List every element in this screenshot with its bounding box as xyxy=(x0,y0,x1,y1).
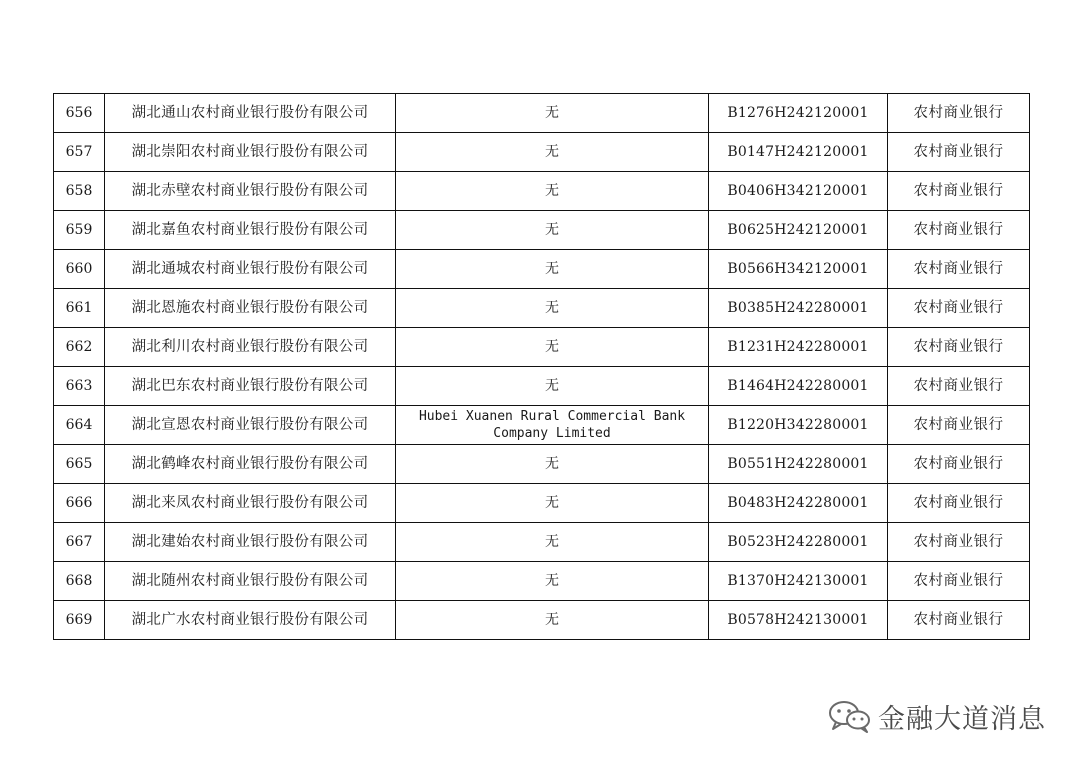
table-row xyxy=(54,484,1030,523)
row-number-cell: 663 xyxy=(54,367,105,406)
table-body xyxy=(54,94,1030,640)
table-row xyxy=(54,250,1030,289)
institution-type-cell: 农村商业银行 xyxy=(888,367,1030,406)
row-number-cell: 662 xyxy=(54,328,105,367)
wechat-icon xyxy=(828,699,872,733)
institution-type-cell: 农村商业银行 xyxy=(888,406,1030,445)
license-code-cell: B1464H242280001 xyxy=(709,367,888,406)
institution-type-cell: 农村商业银行 xyxy=(888,289,1030,328)
english-name-cell: Hubei Xuanen Rural Commercial Bank Company Limited xyxy=(396,406,709,445)
row-number-cell: 664 xyxy=(54,406,105,445)
watermark-text: 金融大道消息 xyxy=(878,703,1046,735)
license-code-cell: B1231H242280001 xyxy=(709,328,888,367)
license-code-cell: B1276H242120001 xyxy=(709,94,888,133)
license-code-cell: B1370H242130001 xyxy=(709,562,888,601)
english-name-cell: 无 xyxy=(396,94,709,133)
row-number-cell: 660 xyxy=(54,250,105,289)
english-name-cell: 无 xyxy=(396,367,709,406)
bank-name-cell: 湖北恩施农村商业银行股份有限公司 xyxy=(105,289,396,328)
bank-name-cell: 湖北通城农村商业银行股份有限公司 xyxy=(105,250,396,289)
row-number-cell: 658 xyxy=(54,172,105,211)
english-name-cell: 无 xyxy=(396,289,709,328)
bank-name-cell: 湖北来凤农村商业银行股份有限公司 xyxy=(105,484,396,523)
english-name-cell: 无 xyxy=(396,601,709,640)
bank-name-cell: 湖北宣恩农村商业银行股份有限公司 xyxy=(105,406,396,445)
license-code-cell: B0578H242130001 xyxy=(709,601,888,640)
row-number-cell: 661 xyxy=(54,289,105,328)
table-row xyxy=(54,94,1030,133)
english-name-cell: 无 xyxy=(396,328,709,367)
watermark xyxy=(828,696,1046,736)
table-row xyxy=(54,172,1030,211)
institution-type-cell: 农村商业银行 xyxy=(888,445,1030,484)
row-number-cell: 667 xyxy=(54,523,105,562)
bank-name-cell: 湖北嘉鱼农村商业银行股份有限公司 xyxy=(105,211,396,250)
institution-type-cell: 农村商业银行 xyxy=(888,250,1030,289)
license-code-cell: B0625H242120001 xyxy=(709,211,888,250)
english-name-cell: 无 xyxy=(396,211,709,250)
row-number-cell: 657 xyxy=(54,133,105,172)
bank-list-table-container xyxy=(53,93,1026,640)
english-name-cell: 无 xyxy=(396,250,709,289)
english-name-cell: 无 xyxy=(396,523,709,562)
institution-type-cell: 农村商业银行 xyxy=(888,328,1030,367)
table-row xyxy=(54,406,1030,445)
bank-name-cell: 湖北随州农村商业银行股份有限公司 xyxy=(105,562,396,601)
institution-type-cell: 农村商业银行 xyxy=(888,133,1030,172)
institution-type-cell: 农村商业银行 xyxy=(888,484,1030,523)
table-row xyxy=(54,445,1030,484)
institution-type-cell: 农村商业银行 xyxy=(888,601,1030,640)
table-row xyxy=(54,562,1030,601)
license-code-cell: B0566H342120001 xyxy=(709,250,888,289)
table-row xyxy=(54,328,1030,367)
english-name-cell: 无 xyxy=(396,133,709,172)
table-row xyxy=(54,133,1030,172)
institution-type-cell: 农村商业银行 xyxy=(888,562,1030,601)
english-name-cell: 无 xyxy=(396,172,709,211)
bank-name-cell: 湖北利川农村商业银行股份有限公司 xyxy=(105,328,396,367)
english-name-cell: 无 xyxy=(396,445,709,484)
row-number-cell: 659 xyxy=(54,211,105,250)
bank-name-cell: 湖北巴东农村商业银行股份有限公司 xyxy=(105,367,396,406)
institution-type-cell: 农村商业银行 xyxy=(888,211,1030,250)
table-row xyxy=(54,523,1030,562)
english-name-cell: 无 xyxy=(396,562,709,601)
bank-name-cell: 湖北崇阳农村商业银行股份有限公司 xyxy=(105,133,396,172)
english-name-cell: 无 xyxy=(396,484,709,523)
bank-list-table xyxy=(53,93,1030,640)
row-number-cell: 669 xyxy=(54,601,105,640)
license-code-cell: B0483H242280001 xyxy=(709,484,888,523)
license-code-cell: B0406H342120001 xyxy=(709,172,888,211)
row-number-cell: 668 xyxy=(54,562,105,601)
row-number-cell: 666 xyxy=(54,484,105,523)
bank-name-cell: 湖北鹤峰农村商业银行股份有限公司 xyxy=(105,445,396,484)
license-code-cell: B0147H242120001 xyxy=(709,133,888,172)
institution-type-cell: 农村商业银行 xyxy=(888,523,1030,562)
license-code-cell: B0523H242280001 xyxy=(709,523,888,562)
row-number-cell: 665 xyxy=(54,445,105,484)
row-number-cell: 656 xyxy=(54,94,105,133)
bank-name-cell: 湖北广水农村商业银行股份有限公司 xyxy=(105,601,396,640)
table-row xyxy=(54,211,1030,250)
license-code-cell: B0551H242280001 xyxy=(709,445,888,484)
institution-type-cell: 农村商业银行 xyxy=(888,94,1030,133)
license-code-cell: B0385H242280001 xyxy=(709,289,888,328)
table-row xyxy=(54,367,1030,406)
bank-name-cell: 湖北赤壁农村商业银行股份有限公司 xyxy=(105,172,396,211)
bank-name-cell: 湖北建始农村商业银行股份有限公司 xyxy=(105,523,396,562)
bank-name-cell: 湖北通山农村商业银行股份有限公司 xyxy=(105,94,396,133)
table-row xyxy=(54,601,1030,640)
institution-type-cell: 农村商业银行 xyxy=(888,172,1030,211)
license-code-cell: B1220H342280001 xyxy=(709,406,888,445)
table-row xyxy=(54,289,1030,328)
